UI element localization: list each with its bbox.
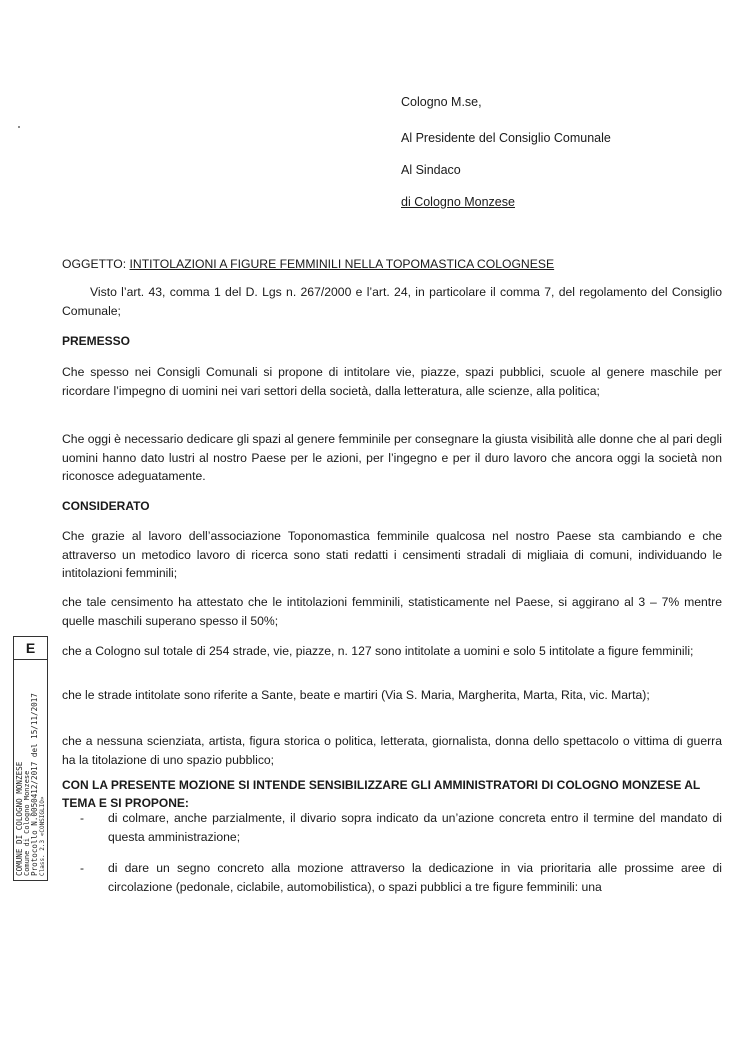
- premesso-paragraph-1: Che spesso nei Consigli Comunali si propone di intitolare vie, piazze, spazi pubblici, scuole al genere maschile per ricordare l’impegno di uomini nei vari settori della società, dalla letteratura, alle scienze, alla politica;: [62, 365, 722, 398]
- protocol-stamp: [13, 636, 48, 881]
- premesso-heading: PREMESSO: [62, 334, 131, 348]
- recipient-president: Al Presidente del Consiglio Comunale: [401, 131, 611, 145]
- considerato-paragraph-2: che tale censimento ha attestato che le intitolazioni femminili, statisticamente nel Paese, si aggirano al 3 – 7% mentre quelle maschili superano spesso il 50%;: [62, 595, 722, 628]
- place-line: Cologno M.se,: [401, 95, 482, 109]
- considerato-paragraph-4: che le strade intitolate sono riferite a Sante, beate e martiri (Via S. Maria, Margherita, Marta, Rita, vic. Marta);: [62, 688, 650, 702]
- stamp-line-1: COMUNE DI COLOGNO MONZESE: [15, 761, 24, 876]
- stamp-line-3: Protocollo N.0050412/2017 del 15/11/2017: [30, 693, 39, 876]
- recipient-city: di Cologno Monzese: [401, 195, 515, 209]
- visto-paragraph: Visto l’art. 43, comma 1 del D. Lgs n. 267/2000 e l’art. 24, in particolare il comma 7, del regolamento del Consiglio Comunale;: [62, 285, 722, 318]
- proposal-item-1: di colmare, anche parzialmente, il divario sopra indicato da un’azione concreta entro il termine del mandato di questa amministrazione;: [108, 811, 722, 844]
- mozione-heading: CON LA PRESENTE MOZIONE SI INTENDE SENSIBILIZZARE GLI AMMINISTRATORI DI COLOGNO MONZESE AL TEMA E SI PROPONE:: [62, 778, 701, 810]
- considerato-paragraph-5: che a nessuna scienziata, artista, figura storica o politica, letterata, giornalista, donna dello spettacolo o vittima di guerra ha la titolazione di uno spazio pubblico;: [62, 734, 722, 767]
- stamp-text-block: [15, 662, 48, 876]
- bullet-dash-1: -: [80, 811, 84, 825]
- scan-speck: [18, 126, 20, 128]
- premesso-paragraph-2: Che oggi è necessario dedicare gli spazi al genere femminile per consegnare la giusta visibilità alle donne che al pari degli uomini hanno dato lustri al nostro Paese per le azioni, per l’ingegno e per il duro lavoro che ancora oggi la società non riconosce adeguatamente.: [62, 432, 722, 483]
- subject-line: [62, 255, 722, 274]
- subject-label: OGGETTO:: [62, 257, 127, 271]
- considerato-heading: CONSIDERATO: [62, 499, 150, 513]
- stamp-line-4: Class. 2.3 «CONSIGLIO»: [39, 796, 46, 876]
- stamp-line-2: Comune di Cologno Monzese: [23, 770, 31, 876]
- proposal-item-2: di dare un segno concreto alla mozione attraverso la dedicazione in via prioritaria alle prossime aree di circolazione (pedonale, ciclabile, automobilistica), o spazi pubblici a tre figure femminili: una: [108, 861, 722, 894]
- bullet-dash-2: -: [80, 861, 84, 875]
- stamp-letter: E: [14, 637, 47, 660]
- recipient-mayor: Al Sindaco: [401, 163, 461, 177]
- subject-text: INTITOLAZIONI A FIGURE FEMMINILI NELLA TOPOMASTICA COLOGNESE: [129, 257, 555, 271]
- considerato-paragraph-3: che a Cologno sul totale di 254 strade, vie, piazze, n. 127 sono intitolate a uomini e solo 5 intitolate a figure femminili;: [62, 644, 694, 658]
- considerato-paragraph-1: Che grazie al lavoro dell’associazione Toponomastica femminile qualcosa nel nostro Paese sta cambiando e che attraverso un metodico lavoro di ricerca sono stati redatti i censimenti stradali di migliaia di comuni, individuando le intitolazioni femminili;: [62, 529, 722, 580]
